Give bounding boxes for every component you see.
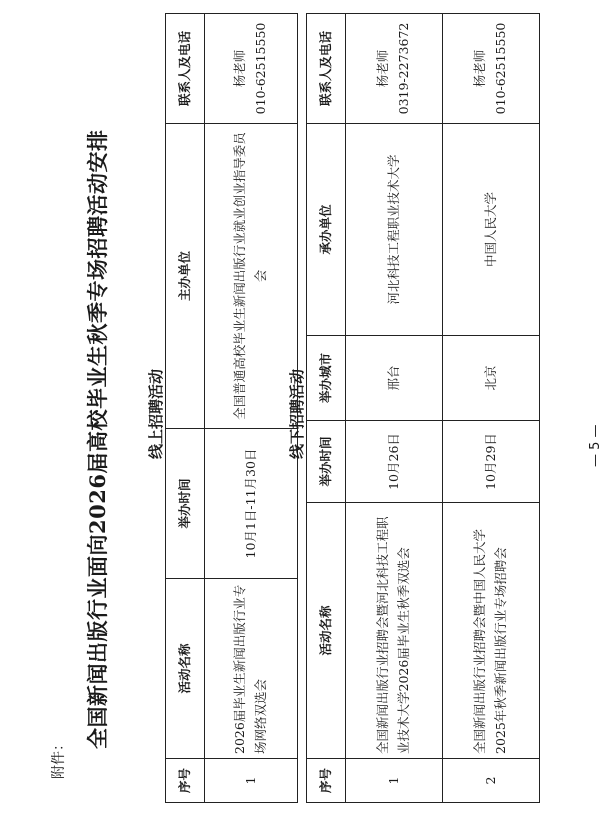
header-cell: 举办城市 [307, 336, 346, 421]
table-row [443, 14, 540, 803]
event-contact [346, 14, 443, 124]
table-header-row [166, 14, 205, 803]
document-title: 全国新闻出版行业面向2026届高校毕业生秋季专场招聘活动安排 [85, 129, 110, 749]
header-cell: 联系人及电话 [307, 14, 346, 124]
event-time: 10月1日-11月30日 [205, 429, 298, 579]
row-number: 1 [346, 759, 443, 803]
attachment-label: 附件： [51, 737, 67, 779]
header-cell: 主办单位 [166, 124, 205, 429]
event-name: 全国新闻出版行业招聘会暨河北科技工程职业技术大学2026届毕业生秋季双选会 [346, 503, 443, 759]
offline-section-title: 线下招聘活动 [288, 368, 306, 459]
event-contact [205, 14, 298, 124]
header-cell: 序号 [307, 759, 346, 803]
offline-events-table [306, 13, 540, 803]
event-contact [443, 14, 540, 124]
event-organizer: 中国人民大学 [443, 124, 540, 336]
online-section-title: 线上招聘活动 [147, 368, 165, 459]
header-cell: 举办时间 [166, 429, 205, 579]
header-cell: 举办时间 [307, 421, 346, 503]
header-cell: 序号 [166, 759, 205, 803]
event-organizer: 河北科技工程职业技术大学 [346, 124, 443, 336]
page-number: — 5 — [588, 424, 603, 467]
contact-phone: 010-62515550 [253, 22, 268, 115]
event-name: 全国新闻出版行业招聘会暨中国人民大学2025年秋季新闻出版行业专场招聘会 [443, 503, 540, 759]
table-header-row [307, 14, 346, 803]
event-time: 10月26日 [346, 421, 443, 503]
contact-name: 杨老师 [375, 49, 391, 88]
header-cell: 活动名称 [166, 579, 205, 759]
header-cell: 活动名称 [307, 503, 346, 759]
event-host: 全国普通高校毕业生新闻出版行业就业创业指导委员会 [205, 124, 298, 429]
event-city: 邢台 [346, 336, 443, 421]
header-cell: 联系人及电话 [166, 14, 205, 124]
header-cell: 承办单位 [307, 124, 346, 336]
event-time: 10月29日 [443, 421, 540, 503]
online-events-table [165, 13, 298, 803]
contact-phone: 010-62515550 [493, 22, 508, 115]
table-row [346, 14, 443, 803]
event-name: 2026届毕业生新闻出版行业专场网络双选会 [205, 579, 298, 759]
row-number: 1 [205, 759, 298, 803]
contact-phone: 0319-2273672 [396, 22, 411, 115]
row-number: 2 [443, 759, 540, 803]
contact-name: 杨老师 [232, 49, 248, 88]
event-city: 北京 [443, 336, 540, 421]
table-row [205, 14, 298, 803]
contact-name: 杨老师 [472, 49, 488, 88]
